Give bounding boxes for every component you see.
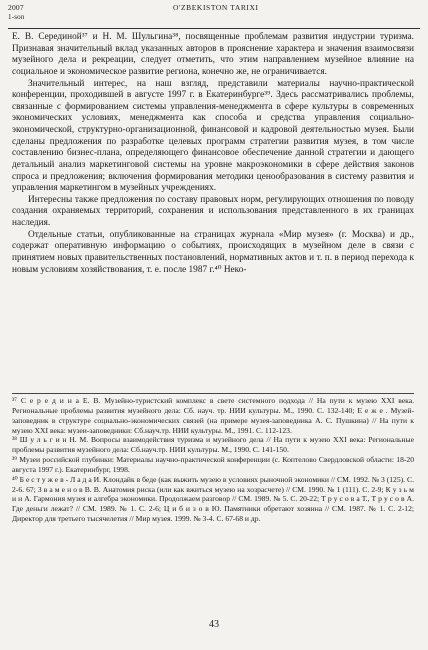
footnotes xyxy=(12,396,414,524)
header-rule xyxy=(8,28,420,29)
main-text xyxy=(12,32,414,276)
paragraph: Значительный интерес, на наш взгляд, представили материалы научно-практической конференции, проходившей в августе 1997 г. в Екатеринбурге³⁹. Здесь рассматривались проблемы, связанные с формированием системы управления-менеджмента в сфере культуры в современных экономических условиях, менеджмента как способа и средства управления социально-экономической, структурно-организационной, финансовой и кадровой деятельностью музея. Были сделаны предложения по разработке целевых программ стратегии развития музея, в том числе составлению бизнес-плана, определяющего финансовое обеспечение данной стратегии и дающего детальный анализ маркетинговой системы на уровне макроэкономики в сфере действия законов спроса и предложения; включения формирования методики ценообразования в систему развития и управления маркетингом в музейных учреждениях. xyxy=(12,78,414,194)
footnote: ³⁹ Музеи российской глубинки: Материалы научно-практической конференции (с. Коптелово Свердловской области: 18-20 августа 1997 г.). Екатеринбург, 1998. xyxy=(12,455,414,474)
footnote-rule xyxy=(12,393,414,394)
paragraph: Интересны также предложения по составу правовых норм, регулирующих отношения по поводу создания охраняемых территорий, сохранения и использования представленного в их границах наследия. xyxy=(12,194,414,228)
paragraph: Отдельные статьи, опубликованные на страницах журнала «Мир музея» (г. Москва) и др., содержат оперативную информацию о событиях, происходящих в музейном деле в связи с принятием новых правительственных постановлений, нормативных актов и т. п. в период перехода к новым условиям хозяйствования, т. е. после 1987 г.⁴⁰ Неко- xyxy=(12,229,414,275)
header-issue: 1-son xyxy=(8,13,25,21)
page-number: 43 xyxy=(209,619,219,630)
running-header xyxy=(8,3,420,21)
footnote: ⁴⁰ Б е с т у ж е в - Л а д а И. Клондайк в беде (как выжить музею в условиях рыночной экономики // СМ. 1992. № 3 (125). С. 2-6. 67; З в а м е н о в В. В. Анатомия риска (или как вжиться музею на хозрасчете) // СМ. 1990. № 1 (111). С. 2-9; К у з ь м и н А. Гармония музея и алгебра экономики. Продолжаем разговор // СМ. 1989. № 5. С. 20-22; Т р у с о в а Т., Т р у с о в А. Где деньги лежат? // СМ. 1989. № 1. С. 2-6; Ц и б и з о в Ю. Памятники обретают хозяина // СМ. 1987. № 1. С. 2-12; Директор для третьего тысячелетия // Мир музея. 1999. № 3-4. С. 67-68 и др. xyxy=(12,474,414,524)
paragraph: Е. В. Серединой³⁷ и Н. М. Шульгина³⁸, посвященные проблемам развития индустрии туризма. Признавая значительный вклад указанных авторов в прояснение характера и значения взаимосвязи музейного дела и рекреации, следует отметить, что этим направлением музейное влияние на социальное и экономическое развитие региона, конечно же, не ограничивается. xyxy=(12,32,414,77)
footnote: ³⁸ Ш у л ь г и н Н. М. Вопросы взаимодействия туризма и музейного дела // На пути к музею XXI века: Региональные проблемы развития музейного дела: Сб.науч.тр. НИИ культуры. М., 1990. С. 141-150. xyxy=(12,435,414,455)
footnote: ³⁷ С е р е д и н а Е. В. Музейно-туристский комплекс в свете системного подхода // На пути к музею XXI века. Региональные проблемы развития музейного дела: Сб. науч. тр. НИИ культуры. М., 1990. С. 132-140; Е е ж е . Музей-заповедник в структуре социально-экономических связей (на примере музея-заповедника А. С. Пушкина) // На пути к музею XXI века: музеи-заповедники: Сб.науч.тр. НИИ культуры. М., 1991. С. 112-123. xyxy=(12,396,414,435)
header-year: 2007 xyxy=(8,3,24,12)
header-journal-title: O'ZBEKISTON TARIXI xyxy=(173,3,259,12)
